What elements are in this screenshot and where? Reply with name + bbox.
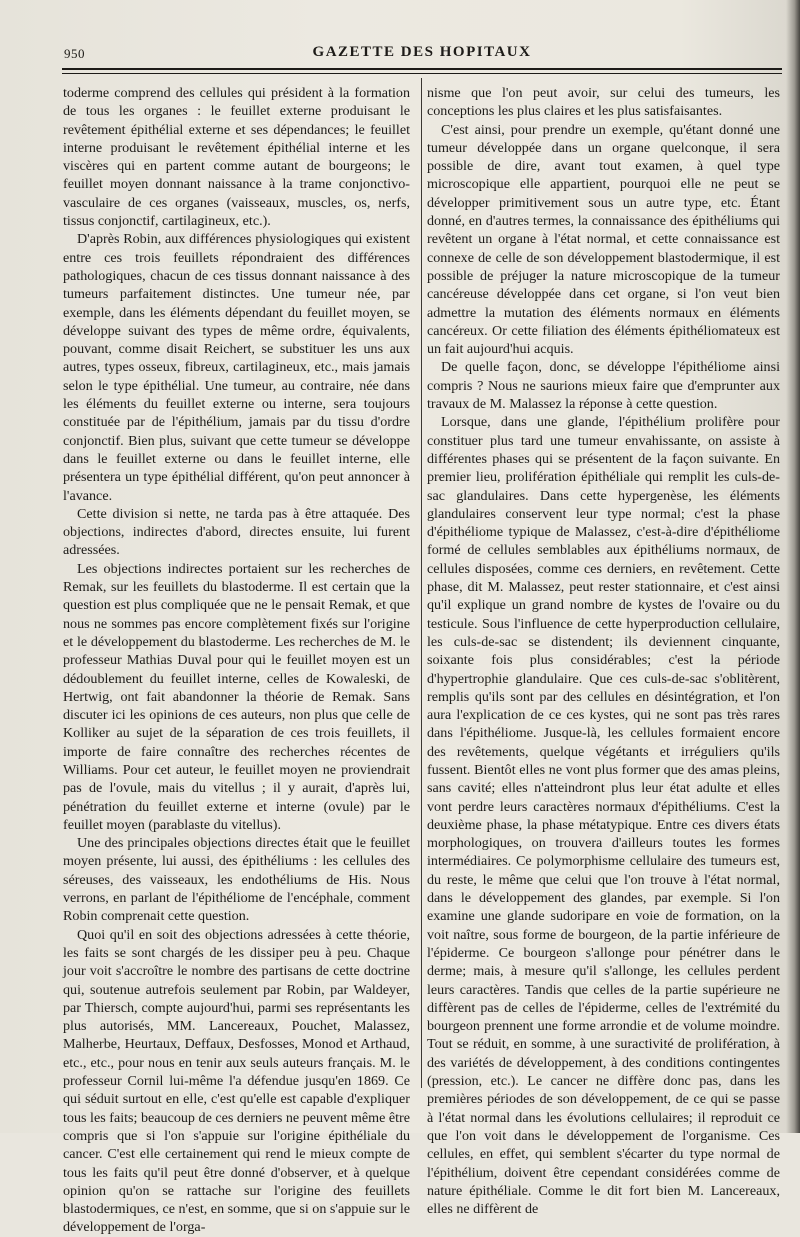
paragraph: C'est ainsi, pour prendre un exemple, qu'étant donné une tumeur développée dans un organe quelconque, il sera possible de dire, avant tout examen, à quel type microscopique elle appartient, pourquoi elle ne peut se développer primitivement sous un autre type, etc. Étant donné, en d'autres termes, la connaissance des épithéliums qui revêtent un organe à l'état normal, et cette connaissance est connexe de celle de son développement blastodermique, il est possible de préjuger la nature microscopique de la tumeur cancéreuse développée dans cet organe, si l'on veut bien admettre la mutation des éléments normaux en éléments cancéreux. Or cette filiation des éléments épithéliomateux est un fait aujourd'hui acquis. bbox=[427, 121, 780, 358]
right-column bbox=[427, 84, 780, 1218]
paragraph: Une des principales objections directes était que le feuillet moyen présente, lui aussi, des épithéliums : les cellules des séreuses, des vaisseaux, les endothéliums de His. Nous verrons, en parlant de l'épithéliome de l'encéphale, comment Robin comprenait cette question. bbox=[63, 835, 410, 925]
paragraph: Cette division si nette, ne tarda pas à être attaquée. Des objections, indirectes d'abord, directes ensuite, lui furent adressées. bbox=[63, 505, 410, 559]
page-header bbox=[58, 44, 786, 64]
column-divider bbox=[421, 78, 422, 1088]
header-rule-thin bbox=[62, 73, 782, 74]
page-number: 950 bbox=[64, 46, 85, 61]
page-binding-shadow bbox=[786, 0, 800, 1133]
left-column bbox=[63, 84, 410, 1236]
paragraph: De quelle façon, donc, se développe l'épithéliome ainsi compris ? Nous ne saurions mieux faire que d'emprunter aux travaux de M. Malassez la réponse à cette question. bbox=[427, 359, 780, 413]
paragraph: Les objections indirectes portaient sur les recherches de Remak, sur les feuillets du blastoderme. Il est certain que la question est plus compliquée que ne le pensait Remak, et que nous ne sommes pas encore complètement fixés sur l'origine et le développement du blastoderme. Les recherches de M. le professeur Mathias Duval pour qui le feuillet moyen est un dédoublement du feuillet interne, celles de Kowaleski, de Hertwig, ont fait abandonner la théorie de Remak. Sans discuter ici les opinions de ces auteurs, non plus que celle de Kolliker au sujet de la séparation de ces trois feuillets, il importe de faire connaître des recherches récentes de Williams. Pour cet auteur, le feuillet moyen ne proviendrait pas de l'ovule, mais du vitellus ; il y aurait, d'après lui, pénétration du feuillet externe et interne (ovule) par le feuillet moyen (parablaste du vitellus). bbox=[63, 560, 410, 833]
paragraph: Quoi qu'il en soit des objections adressées à cette théorie, les faits se sont chargés de les dissiper peu à peu. Chaque jour voit s'accroître le nombre des partisans de cette doctrine qui, soutenue autrefois seulement par Robin, par Waldeyer, par Thiersch, compte aujourd'hui, parmi ses représentants les plus autorisés, MM. Lancereaux, Pouchet, Malassez, Malherbe, Heurtaux, Deffaux, Desfosses, Monod et Arthaud, etc., etc., pour nous en tenir aux seuls auteurs français. M. le professeur Cornil lui-même l'a défendue jusqu'en 1869. Ce qui séduit surtout en elle, c'est qu'elle est capable d'expliquer tous les faits; beaucoup de ces derniers ne peuvent même être compris que si l'on s'appuie sur l'origine épithéliale du cancer. C'est elle certainement qui rend le mieux compte de tous les faits qu'il peut être donné d'observer, et à quelque opinion qu'on se rattache sur l'origine des feuillets blastodermiques, ce n'est, en somme, que si on s'appuie sur le développement de l'orga- bbox=[63, 926, 410, 1236]
paragraph: D'après Robin, aux différences physiologiques qui existent entre ces trois feuillets répondraient des différences pathologiques, chacun de ces tissus donnant naissance à des tumeurs parfaitement distinctes. Une tumeur née, par exemple, dans les éléments dépendant du feuillet moyen, se développe suivant des types de même ordre, équivalents, pouvant, comme disait Reichert, se substituer les uns aux autres, types osseux, fibreux, cartilagineux, etc., mais jamais selon le type épithélial. Une tumeur, au contraire, née dans les éléments du feuillet externe ou interne, sera toujours constituée par de l'épithélium, jamais par du tissu d'ordre conjonctif. Bien plus, suivant que cette tumeur se développe dans le feuillet externe ou dans le feuillet interne, elle présentera un type épithélial différent, qu'on peut annoncer à l'avance. bbox=[63, 231, 410, 504]
paragraph: Lorsque, dans une glande, l'épithélium prolifère pour constituer plus tard une tumeur envahissante, on assiste à différentes phases qui se présentent de la façon suivante. En premier lieu, prolifération épithéliale qui remplit les culs-de-sac glandulaires. Dans cette hypergenèse, les éléments glandulaires conservent leur type normal; c'est la phase d'épithéliome typique de Malassez, c'est-à-dire d'épithéliome formé de cellules semblables aux épithéliums normaux, de cellules disposées, comme ces derniers, en revêtement. Cette phase, dit M. Malassez, peut rester stationnaire, et c'est ainsi qu'il explique un grand nombre de kystes de l'ovaire ou du testicule. Sous l'influence de cette hyperproduction cellulaire, les culs-de-sac se distendent; ils deviennent cinquante, soixante fois plus considérables; c'est la période d'hypertrophie glandulaire. Que ces culs-de-sac s'oblitèrent, remplis qu'ils sont par des cellules en désintégration, et l'on aura l'explication de ce ces kystes, qui ne sont pas très rares dans l'épithéliome. Jusque-là, les cellules formaient encore des revêtements, quelque végétants et irréguliers qu'ils fussent. Bientôt elles ne vont plus former que des amas pleins, sans cavité; elles n'atteindront plus leur état adulte et elles vont perdre leurs caractères normaux d'épithéliums. C'est la deuxième phase, la phase métatypique. Entre ces divers états morphologiques, on trouvera d'ailleurs toutes les formes intermédiaires. Ce polymorphisme cellulaire des tumeurs est, du reste, le même que celui que l'on trouve à l'état normal, dans le développement des glandes, par exemple. Si l'on examine une glande sudoripare en voie de formation, on la voit naître, sous forme de bourgeon, de la partie inférieure de l'épiderme. Ce bourgeon s'allonge pour pénétrer dans le derme; mais, à mesure qu'il s'allonge, les cellules perdent leurs caractères. Tandis que celles de la partie supérieure ne diffèrent pas de celles de l'épiderme, celles de l'extrémité du bourgeon prennent une forme arrondie et de volume moindre. Tout se réduit, en somme, à une suractivité de prolifération, à des variétés de développement, à des conditions contingentes (pression, etc.). Le cancer ne diffère donc pas, dans les premières périodes de son développement, de ce qui se passe à l'état normal dans les évolutions cellulaires; il reproduit ce que l'on voit dans le développement de l'organisme. Ces cellules, en effet, qui semblent s'écarter du type normal de l'épithélium, doivent être cependant considérées comme de nature épithéliale. Comme le dit fort bien M. Lancereaux, elles ne diffèrent de bbox=[427, 414, 780, 1218]
paragraph: toderme comprend des cellules qui président à la formation de tous les organes : le feuillet externe produisant le revêtement épithélial externe et ses dépendances; le feuillet interne produisant le revêtement épithélial interne et les viscères qui en partent comme autant de bourgeons; le feuillet moyen donnant naissance à la trame conjonctivo-vasculaire de ces organes (vaisseaux, muscles, os, nerfs, tissus conjonctif, cartilagineux, etc.). bbox=[63, 85, 410, 230]
running-title: GAZETTE DES HOPITAUX bbox=[312, 44, 532, 60]
paragraph: nisme que l'on peut avoir, sur celui des tumeurs, les conceptions les plus claires et les plus satisfaisantes. bbox=[427, 85, 780, 120]
header-rule-thick bbox=[62, 68, 782, 70]
